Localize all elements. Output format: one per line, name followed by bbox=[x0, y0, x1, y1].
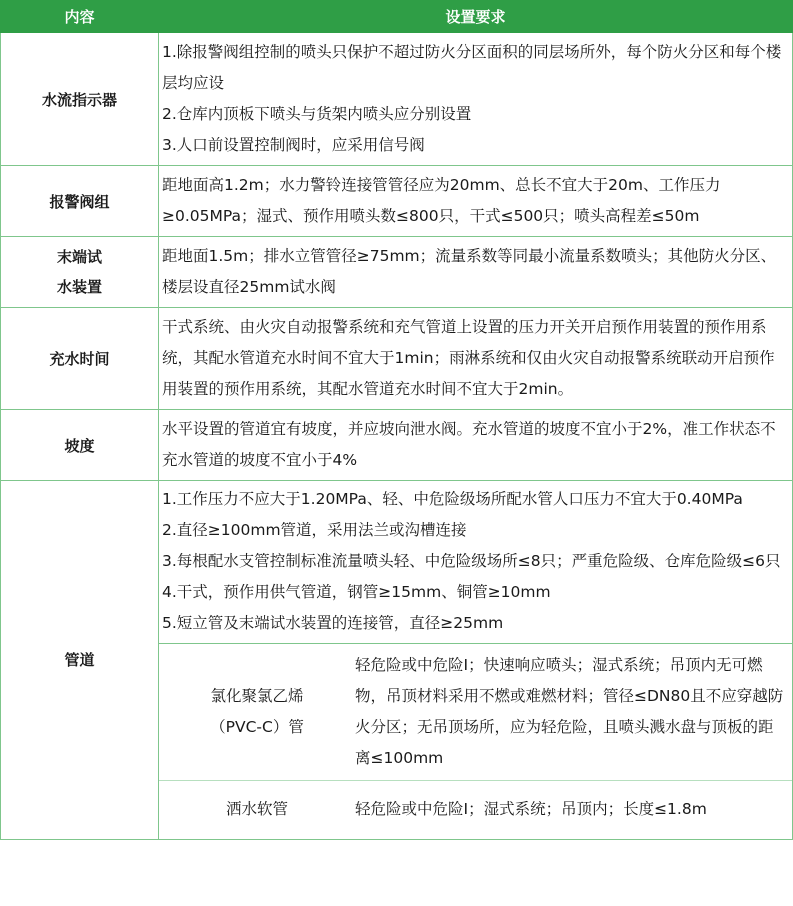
content-line: 2.仓库内顶板下喷头与货架内喷头应分别设置 bbox=[162, 105, 472, 123]
row-content bbox=[159, 166, 793, 237]
row-label: 坡度 bbox=[1, 410, 159, 481]
row-alarm-valve bbox=[1, 166, 793, 237]
content-line: 3.人口前设置控制阀时，应采用信号阀 bbox=[162, 136, 425, 154]
row-content bbox=[159, 308, 793, 410]
row-label bbox=[1, 237, 159, 308]
subtable-label: 洒水软管 bbox=[159, 781, 355, 839]
content-line: 1.工作压力不应大于1.20MPa、轻、中危险级场所配水管人口压力不宜大于0.40MPa bbox=[162, 490, 743, 508]
content-line: 距地面1.5m；排水立管管径≥75mm；流量系数等同最小流量系数喷头；其他防火分区、楼层设直径25mm试水阀 bbox=[162, 247, 777, 296]
subtable-label-line: （PVC-C）管 bbox=[210, 718, 304, 736]
subtable-content: 轻危险或中危险Ⅰ；湿式系统；吊顶内；长度≤1.8m bbox=[355, 781, 792, 839]
header-content: 内容 bbox=[1, 1, 159, 33]
row-content bbox=[159, 481, 793, 840]
subtable-label-line: 氯化聚氯乙烯 bbox=[210, 687, 304, 705]
subtable-row bbox=[159, 781, 792, 839]
pipe-material-subtable bbox=[159, 643, 792, 839]
subtable-content: 轻危险或中危险Ⅰ；快速响应喷头；湿式系统；吊顶内无可燃物，吊顶材料采用不燃或难燃材料；管径≤DN80且不应穿越防火分区；无吊顶场所，应为轻危险，且喷头溅水盘与顶板的距离≤100mm bbox=[355, 644, 792, 781]
subtable-label bbox=[159, 644, 355, 781]
content-line: 4.干式，预作用供气管道，钢管≥15mm、铜管≥10mm bbox=[162, 583, 551, 601]
row-label-line: 水装置 bbox=[56, 278, 102, 296]
row-label-line: 末端试 bbox=[56, 248, 102, 266]
row-content bbox=[159, 33, 793, 166]
row-fill-time bbox=[1, 308, 793, 410]
content-line: 5.短立管及末端试水装置的连接管，直径≥25mm bbox=[162, 614, 504, 632]
header-requirements: 设置要求 bbox=[159, 1, 793, 33]
row-content bbox=[159, 237, 793, 308]
subtable-row bbox=[159, 644, 792, 781]
content-line: 水平设置的管道宜有坡度，并应坡向泄水阀。充水管道的坡度不宜小于2%，准工作状态不充水管道的坡度不宜小于4% bbox=[162, 420, 776, 469]
row-label: 管道 bbox=[1, 481, 159, 840]
row-slope bbox=[1, 410, 793, 481]
row-label: 水流指示器 bbox=[1, 33, 159, 166]
content-line: 干式系统、由火灾自动报警系统和充气管道上设置的压力开关开启预作用装置的预作用系统，其配水管道充水时间不宜大于1min；雨淋系统和仅由火灾自动报警系统联动开启预作用装置的预作用系统，其配水管道充水时间不宜大于2min。 bbox=[162, 318, 775, 398]
row-content bbox=[159, 410, 793, 481]
row-label: 报警阀组 bbox=[1, 166, 159, 237]
content-line: 1.除报警阀组控制的喷头只保护不超过防火分区面积的同层场所外，每个防火分区和每个楼层均应设 bbox=[162, 43, 782, 92]
row-end-test-device bbox=[1, 237, 793, 308]
row-water-flow-indicator bbox=[1, 33, 793, 166]
content-line: 2.直径≥100mm管道，采用法兰或沟槽连接 bbox=[162, 521, 467, 539]
header-row bbox=[1, 1, 793, 33]
row-label: 充水时间 bbox=[1, 308, 159, 410]
row-pipe bbox=[1, 481, 793, 840]
content-line: 距地面高1.2m；水力警铃连接管管径应为20mm、总长不宜大于20m、工作压力≥0.05MPa；湿式、预作用喷头数≤800只，干式≤500只；喷头高程差≤50m bbox=[162, 176, 721, 225]
content-line: 3.每根配水支管控制标准流量喷头轻、中危险级场所≤8只；严重危险级、仓库危险级≤6只 bbox=[162, 552, 781, 570]
